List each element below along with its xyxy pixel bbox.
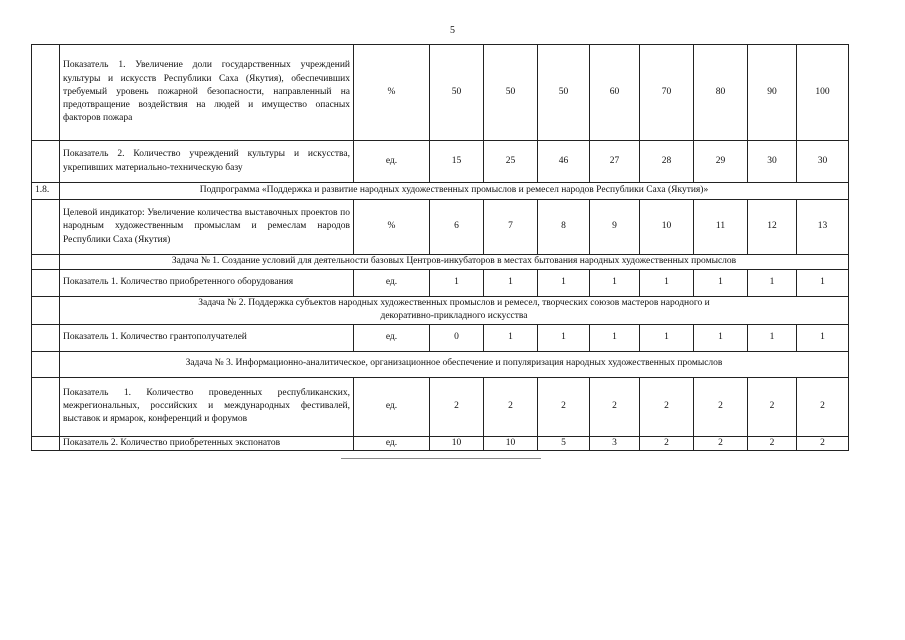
value-cell: 70 xyxy=(640,45,694,141)
unit-cell: % xyxy=(354,45,430,141)
row-number xyxy=(32,255,60,270)
value-cell: 1 xyxy=(694,324,748,351)
value-cell: 60 xyxy=(590,45,640,141)
row-number xyxy=(32,377,60,436)
row-number xyxy=(32,270,60,297)
value-cell: 13 xyxy=(797,200,849,255)
row-number xyxy=(32,297,60,325)
value-cell: 2 xyxy=(748,377,797,436)
task-title: Задача № 2. Поддержка субъектов народных художественных промыслов и ремесел, творческих союзов мастеров народного и декоративно-прикладного искусства xyxy=(60,297,849,325)
value-cell: 50 xyxy=(538,45,590,141)
indicator-name: Показатель 2. Количество приобретенных экспонатов xyxy=(60,436,354,450)
value-cell: 2 xyxy=(748,436,797,450)
value-cell: 50 xyxy=(430,45,484,141)
value-cell: 50 xyxy=(484,45,538,141)
value-cell: 1 xyxy=(430,270,484,297)
value-cell: 1 xyxy=(694,270,748,297)
row-number: 1.8. xyxy=(32,183,60,200)
value-cell: 27 xyxy=(590,141,640,183)
value-cell: 9 xyxy=(590,200,640,255)
table-row xyxy=(32,377,849,436)
footer-separator xyxy=(341,458,541,459)
value-cell: 6 xyxy=(430,200,484,255)
table-row xyxy=(32,200,849,255)
row-number xyxy=(32,141,60,183)
value-cell: 46 xyxy=(538,141,590,183)
value-cell: 2 xyxy=(430,377,484,436)
indicator-name: Показатель 2. Количество учреждений культуры и искусства, укрепивших материально-техническую базу xyxy=(60,141,354,183)
task-row xyxy=(32,297,849,325)
value-cell: 11 xyxy=(694,200,748,255)
task-title: Задача № 3. Информационно-аналитическое, организационное обеспечение и популяризация народных художественных промыслов xyxy=(60,351,849,377)
unit-cell: ед. xyxy=(354,436,430,450)
value-cell: 1 xyxy=(640,324,694,351)
value-cell: 1 xyxy=(484,324,538,351)
value-cell: 12 xyxy=(748,200,797,255)
task-row xyxy=(32,351,849,377)
subprogram-title: Подпрограмма «Поддержка и развитие народных художественных промыслов и ремесел народов Республики Саха (Якутия)» xyxy=(60,183,849,200)
indicator-name: Целевой индикатор: Увеличение количества выставочных проектов по народным художественным промыслам и ремеслам народов Республики Саха (Якутия) xyxy=(60,200,354,255)
unit-cell: ед. xyxy=(354,270,430,297)
value-cell: 29 xyxy=(694,141,748,183)
indicator-name: Показатель 1. Количество проведенных республиканских, межрегиональных, российских и международных фестивалей, выставок и ярмарок, конференций и форумов xyxy=(60,377,354,436)
value-cell: 2 xyxy=(797,377,849,436)
value-cell: 0 xyxy=(430,324,484,351)
value-cell: 1 xyxy=(484,270,538,297)
row-number xyxy=(32,45,60,141)
indicator-name: Показатель 1. Количество грантополучателей xyxy=(60,324,354,351)
indicator-name: Показатель 1. Количество приобретенного оборудования xyxy=(60,270,354,297)
unit-cell: ед. xyxy=(354,141,430,183)
task-title: Задача № 1. Создание условий для деятельности базовых Центров-инкубаторов в местах бытования народных художественных промыслов xyxy=(60,255,849,270)
value-cell: 1 xyxy=(797,270,849,297)
value-cell: 100 xyxy=(797,45,849,141)
indicator-name: Показатель 1. Увеличение доли государственных учреждений культуры и искусств Республики Саха (Якутия), обеспечивших требуемый уровень пожарной безопасности, направленный на предотвращение воздействия на людей и имущество опасных факторов пожара xyxy=(60,45,354,141)
value-cell: 2 xyxy=(640,377,694,436)
value-cell: 30 xyxy=(797,141,849,183)
table-row xyxy=(32,45,849,141)
value-cell: 1 xyxy=(590,270,640,297)
row-number xyxy=(32,351,60,377)
row-number xyxy=(32,436,60,450)
value-cell: 2 xyxy=(694,377,748,436)
value-cell: 25 xyxy=(484,141,538,183)
unit-cell: ед. xyxy=(354,377,430,436)
value-cell: 10 xyxy=(430,436,484,450)
unit-cell: % xyxy=(354,200,430,255)
value-cell: 7 xyxy=(484,200,538,255)
unit-cell: ед. xyxy=(354,324,430,351)
table-row xyxy=(32,270,849,297)
table-row xyxy=(32,141,849,183)
page-number: 5 xyxy=(450,25,455,36)
value-cell: 10 xyxy=(640,200,694,255)
row-number xyxy=(32,324,60,351)
value-cell: 8 xyxy=(538,200,590,255)
value-cell: 1 xyxy=(538,270,590,297)
value-cell: 2 xyxy=(640,436,694,450)
value-cell: 3 xyxy=(590,436,640,450)
value-cell: 1 xyxy=(748,270,797,297)
value-cell: 90 xyxy=(748,45,797,141)
value-cell: 1 xyxy=(797,324,849,351)
value-cell: 2 xyxy=(484,377,538,436)
value-cell: 2 xyxy=(797,436,849,450)
value-cell: 80 xyxy=(694,45,748,141)
indicators-table xyxy=(31,44,849,451)
value-cell: 1 xyxy=(748,324,797,351)
value-cell: 15 xyxy=(430,141,484,183)
table-row xyxy=(32,436,849,450)
value-cell: 30 xyxy=(748,141,797,183)
value-cell: 1 xyxy=(590,324,640,351)
table-body xyxy=(32,45,849,451)
value-cell: 10 xyxy=(484,436,538,450)
value-cell: 2 xyxy=(538,377,590,436)
task-row xyxy=(32,255,849,270)
section-row xyxy=(32,183,849,200)
value-cell: 28 xyxy=(640,141,694,183)
value-cell: 1 xyxy=(538,324,590,351)
table-row xyxy=(32,324,849,351)
value-cell: 5 xyxy=(538,436,590,450)
value-cell: 2 xyxy=(694,436,748,450)
value-cell: 1 xyxy=(640,270,694,297)
row-number xyxy=(32,200,60,255)
value-cell: 2 xyxy=(590,377,640,436)
